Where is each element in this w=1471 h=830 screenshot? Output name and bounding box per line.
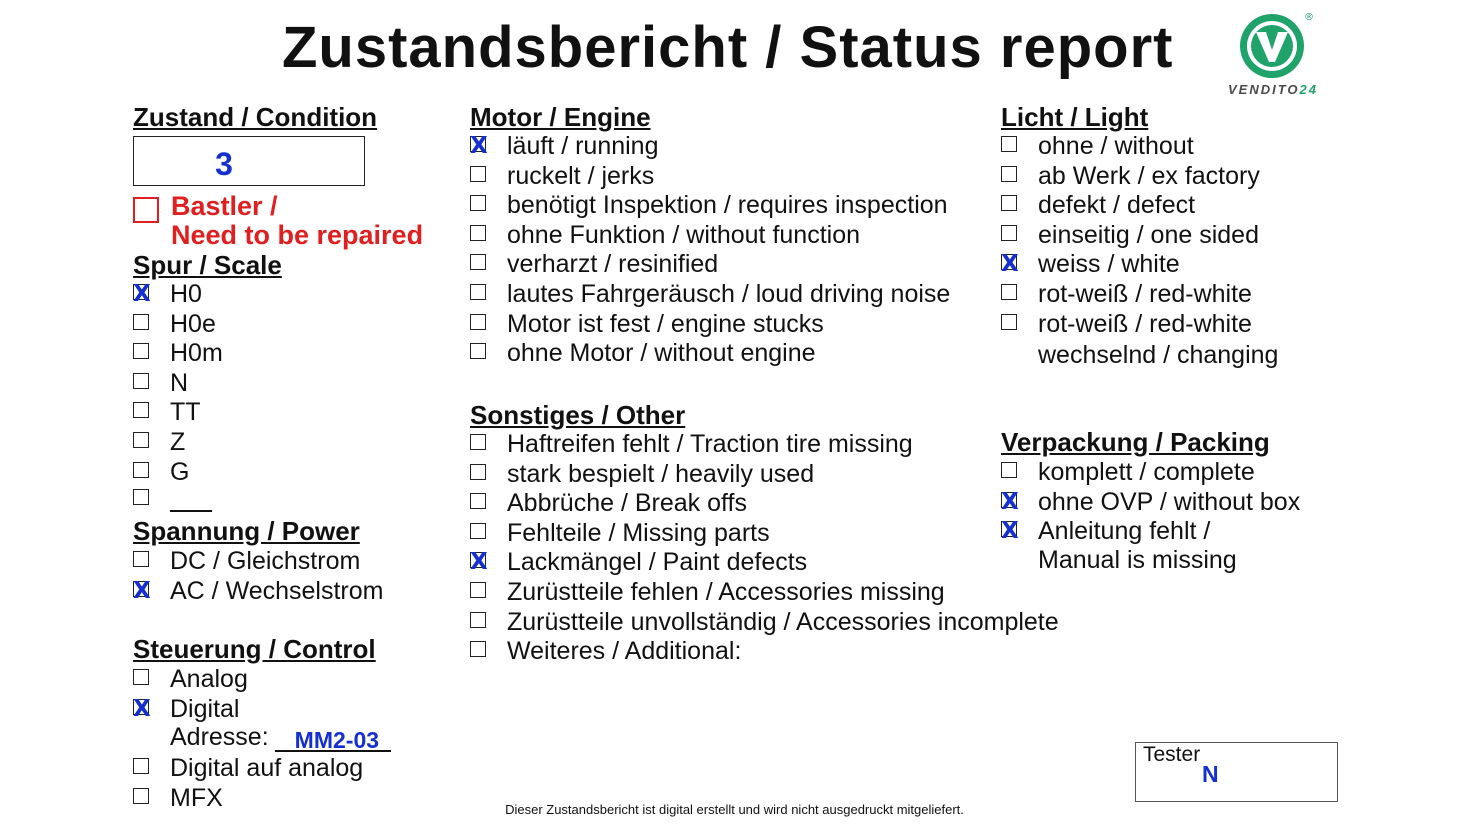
light-label: defekt / defect xyxy=(1038,191,1196,220)
checkbox[interactable] xyxy=(1001,284,1017,300)
check-mark: X xyxy=(1001,488,1019,515)
scale-label: TT xyxy=(170,398,201,427)
checkbox[interactable] xyxy=(470,464,486,480)
address-row xyxy=(170,722,391,752)
control-label: Digital auf analog xyxy=(170,754,364,782)
other-label: Haftreifen fehlt / Traction tire missing xyxy=(507,430,913,458)
light-label: rot-weiß / red-white xyxy=(1038,280,1252,308)
packing-heading: Verpackung / Packing xyxy=(1001,427,1270,457)
checkbox[interactable] xyxy=(133,758,149,774)
checkbox[interactable] xyxy=(133,314,149,330)
logo-text: VENDITO24 xyxy=(1227,82,1319,97)
checkbox[interactable] xyxy=(1001,518,1019,545)
light-label: ab Werk / ex factory xyxy=(1038,161,1260,190)
checkbox[interactable] xyxy=(470,195,486,211)
engine-heading: Motor / Engine xyxy=(470,102,651,132)
checkbox[interactable] xyxy=(470,523,486,539)
other-label: Zurüstteile unvollständig / Accessories incomplete xyxy=(507,607,1059,636)
light-label: rot-weiß / red-white xyxy=(1038,309,1252,338)
checkbox[interactable] xyxy=(470,254,486,270)
control-label: MFX xyxy=(170,783,223,812)
blank-line xyxy=(170,510,212,512)
checkbox[interactable] xyxy=(133,669,149,685)
scale-heading: Spur / Scale xyxy=(133,250,282,280)
control-heading: Steuerung / Control xyxy=(133,634,376,664)
scale-label: G xyxy=(170,457,190,486)
address-value: MM2-03 xyxy=(294,727,380,753)
condition-heading: Zustand / Condition xyxy=(133,102,378,132)
scale-label: N xyxy=(170,368,189,397)
check-mark: X xyxy=(1001,251,1019,278)
checkbox[interactable] xyxy=(470,493,486,509)
tester-value: N xyxy=(1202,761,1219,787)
checkbox[interactable] xyxy=(470,582,486,598)
footer-note: Dieser Zustandsbericht ist digital erstellt und wird nicht ausgedruckt mitgeliefert. xyxy=(505,802,964,817)
check-mark: X xyxy=(470,133,488,159)
control-label: Analog xyxy=(170,665,248,693)
other-label: Lackmängel / Paint defects xyxy=(507,548,808,577)
checkbox[interactable] xyxy=(470,284,486,300)
address-label: Adresse: xyxy=(170,723,269,751)
check-mark: X xyxy=(133,695,151,722)
address-field[interactable] xyxy=(275,726,391,752)
checkbox[interactable] xyxy=(1001,462,1017,478)
bastler-checkbox[interactable] xyxy=(133,197,159,223)
other-label: Weiteres / Additional: xyxy=(507,637,742,666)
engine-label: ohne Funktion / without function xyxy=(507,220,861,249)
checkbox[interactable] xyxy=(133,551,149,567)
checkbox[interactable] xyxy=(470,225,486,241)
other-label: Fehlteile / Missing parts xyxy=(507,518,770,547)
checkbox[interactable] xyxy=(133,462,149,478)
scale-label: H0m xyxy=(170,339,223,368)
checkbox[interactable] xyxy=(133,432,149,448)
power-label: AC / Wechselstrom xyxy=(170,576,384,605)
checkbox[interactable] xyxy=(133,281,151,307)
checkbox[interactable] xyxy=(1001,314,1017,330)
checkbox[interactable] xyxy=(1001,195,1017,211)
light-label: einseitig / one sided xyxy=(1038,220,1259,249)
checkbox[interactable] xyxy=(470,641,486,657)
registered-mark: ® xyxy=(1304,12,1314,23)
checkbox[interactable] xyxy=(133,695,151,722)
check-mark: X xyxy=(1001,518,1019,545)
scale-label: H0e xyxy=(170,309,216,338)
scale-label: H0 xyxy=(170,280,202,308)
checkbox[interactable] xyxy=(133,402,149,418)
checkbox[interactable] xyxy=(133,373,149,389)
checkbox[interactable] xyxy=(470,434,486,450)
checkbox[interactable] xyxy=(470,612,486,628)
light-label: ohne / without xyxy=(1038,132,1194,160)
checkbox[interactable] xyxy=(133,343,149,359)
scale-label: Z xyxy=(170,428,186,456)
engine-label: benötigt Inspektion / requires inspection xyxy=(507,191,948,220)
other-label: Abbrüche / Break offs xyxy=(507,489,747,518)
engine-label: ruckelt / jerks xyxy=(507,161,655,190)
checkbox[interactable] xyxy=(1001,488,1019,515)
checkbox[interactable] xyxy=(133,489,149,505)
tester-box[interactable] xyxy=(1135,742,1338,802)
power-label: DC / Gleichstrom xyxy=(170,547,361,575)
packing-label: Anleitung fehlt / xyxy=(1038,517,1211,546)
packing-label: komplett / complete xyxy=(1038,458,1255,486)
packing-label: ohne OVP / without box xyxy=(1038,487,1301,516)
checkbox[interactable] xyxy=(470,166,486,182)
checkbox[interactable] xyxy=(1001,225,1017,241)
power-heading: Spannung / Power xyxy=(133,516,360,546)
other-label: Zurüstteile fehlen / Accessories missing xyxy=(507,578,945,606)
engine-label: Motor ist fest / engine stucks xyxy=(507,309,824,338)
light-heading: Licht / Light xyxy=(1001,102,1149,132)
control-label: Digital xyxy=(170,694,240,723)
checkbox[interactable] xyxy=(1001,136,1017,152)
checkbox[interactable] xyxy=(470,133,488,159)
checkbox[interactable] xyxy=(470,343,486,359)
checkbox[interactable] xyxy=(133,577,151,604)
check-mark: X xyxy=(470,549,488,576)
other-heading: Sonstiges / Other xyxy=(470,400,686,430)
bastler-label: Bastler / Need to be repaired xyxy=(171,191,424,250)
check-mark: X xyxy=(133,281,151,307)
engine-label: verharzt / resinified xyxy=(507,250,719,279)
condition-rating-box[interactable] xyxy=(133,136,365,186)
checkbox[interactable] xyxy=(470,549,488,576)
engine-label: läuft / running xyxy=(507,132,659,160)
checkbox[interactable] xyxy=(1001,251,1019,278)
engine-label: lautes Fahrgeräusch / loud driving noise xyxy=(507,280,951,308)
other-label: stark bespielt / heavily used xyxy=(507,459,815,488)
check-mark: X xyxy=(133,577,151,604)
condition-value: 3 xyxy=(215,146,233,182)
tester-label: Tester xyxy=(1143,743,1201,766)
page-title: Zustandsbericht / Status report xyxy=(282,15,1174,80)
checkbox[interactable] xyxy=(1001,166,1017,182)
engine-label: ohne Motor / without engine xyxy=(507,339,816,368)
checkbox[interactable] xyxy=(470,314,486,330)
light-label: weiss / white xyxy=(1038,250,1180,279)
